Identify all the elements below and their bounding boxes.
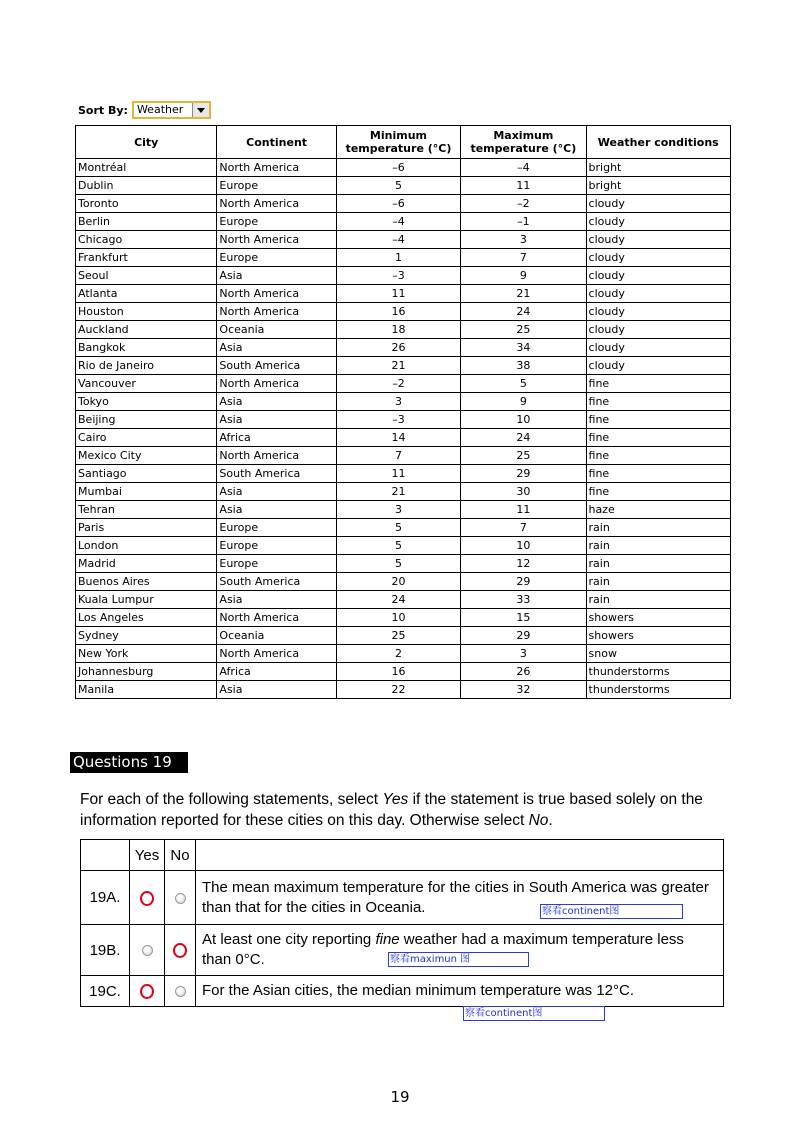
cell-continent: Oceania xyxy=(217,321,336,339)
yes-column-header: Yes xyxy=(130,840,165,871)
cell-city: Santiago xyxy=(76,465,217,483)
cell-city: Beijing xyxy=(76,411,217,429)
radio-yes-19a[interactable] xyxy=(140,891,154,906)
table-row xyxy=(76,447,731,465)
cell-city: Houston xyxy=(76,303,217,321)
table-row xyxy=(76,267,731,285)
cell-continent: Europe xyxy=(217,249,336,267)
cell-min-temp: 24 xyxy=(336,591,460,609)
cell-max-temp: 15 xyxy=(461,609,586,627)
cell-weather: fine xyxy=(586,393,730,411)
cell-max-temp: –2 xyxy=(461,195,586,213)
cell-weather: cloudy xyxy=(586,321,730,339)
table-row xyxy=(76,159,731,177)
cell-max-temp: 3 xyxy=(461,231,586,249)
no-column-header: No xyxy=(165,840,196,871)
cell-weather: rain xyxy=(586,519,730,537)
cell-max-temp: 7 xyxy=(461,519,586,537)
table-row xyxy=(76,645,731,663)
cell-city: Berlin xyxy=(76,213,217,231)
cell-min-temp: –2 xyxy=(336,375,460,393)
cell-continent: Oceania xyxy=(217,627,336,645)
table-row xyxy=(76,663,731,681)
cell-max-temp: 30 xyxy=(461,483,586,501)
cell-weather: haze xyxy=(586,501,730,519)
cell-continent: Africa xyxy=(217,663,336,681)
question-id: 19B. xyxy=(81,925,130,976)
cell-max-temp: 10 xyxy=(461,537,586,555)
cell-city: Mumbai xyxy=(76,483,217,501)
table-row xyxy=(76,555,731,573)
cell-min-temp: –6 xyxy=(336,159,460,177)
cell-max-temp: 33 xyxy=(461,591,586,609)
question-id: 19A. xyxy=(81,871,130,925)
cell-continent: South America xyxy=(217,357,336,375)
cell-weather: fine xyxy=(586,411,730,429)
table-row xyxy=(76,195,731,213)
cell-max-temp: –4 xyxy=(461,159,586,177)
cell-continent: Asia xyxy=(217,483,336,501)
cell-max-temp: –1 xyxy=(461,213,586,231)
cell-city: Auckland xyxy=(76,321,217,339)
cell-min-temp: –3 xyxy=(336,411,460,429)
table-row xyxy=(76,681,731,699)
cell-city: Cairo xyxy=(76,429,217,447)
table-row xyxy=(76,483,731,501)
cell-min-temp: 11 xyxy=(336,465,460,483)
cell-weather: rain xyxy=(586,573,730,591)
radio-yes-19b[interactable] xyxy=(142,945,153,956)
cell-continent: Asia xyxy=(217,411,336,429)
cell-city: Johannesburg xyxy=(76,663,217,681)
question-row-19b xyxy=(81,925,724,976)
weather-table-body xyxy=(76,159,731,699)
table-row xyxy=(76,213,731,231)
cell-continent: Europe xyxy=(217,519,336,537)
cell-weather: bright xyxy=(586,177,730,195)
table-row xyxy=(76,465,731,483)
cell-city: Los Angeles xyxy=(76,609,217,627)
cell-city: Vancouver xyxy=(76,375,217,393)
cell-max-temp: 11 xyxy=(461,177,586,195)
cell-min-temp: 7 xyxy=(336,447,460,465)
table-row xyxy=(76,321,731,339)
cell-weather: showers xyxy=(586,627,730,645)
cell-weather: cloudy xyxy=(586,303,730,321)
cell-city: Atlanta xyxy=(76,285,217,303)
cell-weather: thunderstorms xyxy=(586,681,730,699)
cell-min-temp: 5 xyxy=(336,555,460,573)
cell-weather: cloudy xyxy=(586,357,730,375)
cell-min-temp: –4 xyxy=(336,213,460,231)
cell-min-temp: 2 xyxy=(336,645,460,663)
table-row xyxy=(76,609,731,627)
table-row xyxy=(76,519,731,537)
cell-city: Rio de Janeiro xyxy=(76,357,217,375)
cell-min-temp: 11 xyxy=(336,285,460,303)
cell-continent: Africa xyxy=(217,429,336,447)
annotation-19a: 察看continent图 xyxy=(540,904,683,919)
cell-weather: cloudy xyxy=(586,249,730,267)
cell-min-temp: –6 xyxy=(336,195,460,213)
cell-city: Mexico City xyxy=(76,447,217,465)
radio-no-19a[interactable] xyxy=(175,893,186,904)
cell-min-temp: –4 xyxy=(336,231,460,249)
cell-max-temp: 7 xyxy=(461,249,586,267)
cell-continent: North America xyxy=(217,375,336,393)
cell-min-temp: 20 xyxy=(336,573,460,591)
cell-continent: Europe xyxy=(217,213,336,231)
question-text: For the Asian cities, the median minimum temperature was 12°C. xyxy=(196,976,724,1007)
annotation-19c: 察看continent图 xyxy=(463,1006,605,1021)
cell-min-temp: 3 xyxy=(336,501,460,519)
table-row xyxy=(76,537,731,555)
cell-weather: fine xyxy=(586,483,730,501)
cell-min-temp: 5 xyxy=(336,537,460,555)
cell-city: Kuala Lumpur xyxy=(76,591,217,609)
cell-continent: Asia xyxy=(217,339,336,357)
question-row-19c xyxy=(81,976,724,1007)
cell-min-temp: 14 xyxy=(336,429,460,447)
cell-max-temp: 25 xyxy=(461,447,586,465)
weather-table-header xyxy=(76,126,731,159)
cell-city: Buenos Aires xyxy=(76,573,217,591)
chevron-down-icon[interactable] xyxy=(192,103,209,117)
cell-city: Seoul xyxy=(76,267,217,285)
cell-max-temp: 3 xyxy=(461,645,586,663)
cell-max-temp: 9 xyxy=(461,267,586,285)
table-row xyxy=(76,285,731,303)
cell-city: Madrid xyxy=(76,555,217,573)
table-row xyxy=(76,231,731,249)
cell-min-temp: 5 xyxy=(336,177,460,195)
cell-weather: cloudy xyxy=(586,231,730,249)
table-row xyxy=(76,393,731,411)
table-row xyxy=(76,177,731,195)
cell-weather: thunderstorms xyxy=(586,663,730,681)
cell-weather: fine xyxy=(586,447,730,465)
cell-weather: cloudy xyxy=(586,339,730,357)
cell-weather: fine xyxy=(586,375,730,393)
cell-weather: rain xyxy=(586,555,730,573)
annotation-19b: 察看maximun 图 xyxy=(388,952,529,967)
cell-continent: North America xyxy=(217,285,336,303)
sort-by-control xyxy=(78,101,211,119)
cell-continent: Asia xyxy=(217,591,336,609)
cell-max-temp: 38 xyxy=(461,357,586,375)
cell-city: Tokyo xyxy=(76,393,217,411)
cell-city: Toronto xyxy=(76,195,217,213)
header-min-temp: Minimum temperature (°C) xyxy=(336,126,460,159)
cell-city: Chicago xyxy=(76,231,217,249)
cell-weather: showers xyxy=(586,609,730,627)
cell-continent: Europe xyxy=(217,555,336,573)
cell-min-temp: 22 xyxy=(336,681,460,699)
sort-by-value: Weather xyxy=(136,103,184,116)
table-row xyxy=(76,375,731,393)
table-row xyxy=(76,303,731,321)
table-row xyxy=(76,357,731,375)
questions-table xyxy=(80,839,724,1007)
question-text: The mean maximum temperature for the cities in South America was greater than that for the cities in Oceania. xyxy=(196,871,724,925)
table-row xyxy=(76,411,731,429)
table-row xyxy=(76,591,731,609)
table-row xyxy=(76,339,731,357)
sort-by-label: Sort By: xyxy=(78,103,128,117)
cell-continent: North America xyxy=(217,609,336,627)
cell-weather: cloudy xyxy=(586,195,730,213)
header-continent: Continent xyxy=(217,126,336,159)
cell-min-temp: 1 xyxy=(336,249,460,267)
cell-weather: cloudy xyxy=(586,213,730,231)
page-number: 19 xyxy=(390,1088,410,1106)
cell-weather: cloudy xyxy=(586,285,730,303)
table-row xyxy=(76,573,731,591)
cell-city: Tehran xyxy=(76,501,217,519)
cell-weather: rain xyxy=(586,591,730,609)
cell-continent: North America xyxy=(217,231,336,249)
cell-continent: Asia xyxy=(217,267,336,285)
cell-min-temp: 16 xyxy=(336,663,460,681)
cell-max-temp: 29 xyxy=(461,627,586,645)
cell-weather: bright xyxy=(586,159,730,177)
cell-continent: North America xyxy=(217,303,336,321)
cell-continent: North America xyxy=(217,159,336,177)
questions-table-header xyxy=(81,840,724,871)
cell-continent: North America xyxy=(217,195,336,213)
cell-continent: Asia xyxy=(217,393,336,411)
question-text: At least one city reporting fine weather had a maximum temperature less than 0°C. xyxy=(196,925,724,976)
cell-max-temp: 12 xyxy=(461,555,586,573)
table-row xyxy=(76,429,731,447)
radio-yes-19c[interactable] xyxy=(140,984,154,999)
cell-min-temp: 18 xyxy=(336,321,460,339)
cell-max-temp: 34 xyxy=(461,339,586,357)
cell-min-temp: 5 xyxy=(336,519,460,537)
cell-city: Bangkok xyxy=(76,339,217,357)
cell-max-temp: 24 xyxy=(461,429,586,447)
header-city: City xyxy=(76,126,217,159)
table-row xyxy=(76,627,731,645)
cell-continent: North America xyxy=(217,447,336,465)
cell-max-temp: 29 xyxy=(461,465,586,483)
weather-table xyxy=(75,125,731,699)
cell-city: Frankfurt xyxy=(76,249,217,267)
cell-max-temp: 21 xyxy=(461,285,586,303)
cell-continent: Europe xyxy=(217,537,336,555)
table-row xyxy=(76,249,731,267)
cell-min-temp: 25 xyxy=(336,627,460,645)
cell-city: Dublin xyxy=(76,177,217,195)
cell-min-temp: 26 xyxy=(336,339,460,357)
cell-max-temp: 26 xyxy=(461,663,586,681)
radio-no-19c[interactable] xyxy=(175,986,186,997)
cell-max-temp: 11 xyxy=(461,501,586,519)
instructions: For each of the following statements, select Yes if the statement is true based solely on the information reported for these cities on this day. Otherwise select No. xyxy=(80,791,703,829)
cell-max-temp: 25 xyxy=(461,321,586,339)
sort-by-select[interactable] xyxy=(132,101,211,119)
cell-continent: Europe xyxy=(217,177,336,195)
cell-min-temp: 10 xyxy=(336,609,460,627)
cell-min-temp: 16 xyxy=(336,303,460,321)
cell-weather: rain xyxy=(586,537,730,555)
cell-continent: Asia xyxy=(217,681,336,699)
cell-max-temp: 32 xyxy=(461,681,586,699)
cell-max-temp: 9 xyxy=(461,393,586,411)
question-id: 19C. xyxy=(81,976,130,1007)
table-row xyxy=(76,501,731,519)
cell-max-temp: 24 xyxy=(461,303,586,321)
cell-max-temp: 5 xyxy=(461,375,586,393)
cell-weather: cloudy xyxy=(586,267,730,285)
cell-min-temp: 21 xyxy=(336,483,460,501)
cell-min-temp: –3 xyxy=(336,267,460,285)
cell-continent: Asia xyxy=(217,501,336,519)
cell-continent: South America xyxy=(217,573,336,591)
cell-max-temp: 29 xyxy=(461,573,586,591)
header-weather: Weather conditions xyxy=(586,126,730,159)
cell-city: New York xyxy=(76,645,217,663)
cell-weather: fine xyxy=(586,465,730,483)
cell-weather: fine xyxy=(586,429,730,447)
cell-city: Sydney xyxy=(76,627,217,645)
cell-weather: snow xyxy=(586,645,730,663)
cell-max-temp: 10 xyxy=(461,411,586,429)
cell-city: Paris xyxy=(76,519,217,537)
header-max-temp: Maximum temperature (°C) xyxy=(461,126,586,159)
cell-city: Manila xyxy=(76,681,217,699)
questions-header: Questions 19 xyxy=(70,752,188,773)
cell-continent: North America xyxy=(217,645,336,663)
radio-no-19b[interactable] xyxy=(173,943,187,958)
cell-min-temp: 21 xyxy=(336,357,460,375)
cell-continent: South America xyxy=(217,465,336,483)
cell-min-temp: 3 xyxy=(336,393,460,411)
cell-city: Montréal xyxy=(76,159,217,177)
cell-city: London xyxy=(76,537,217,555)
